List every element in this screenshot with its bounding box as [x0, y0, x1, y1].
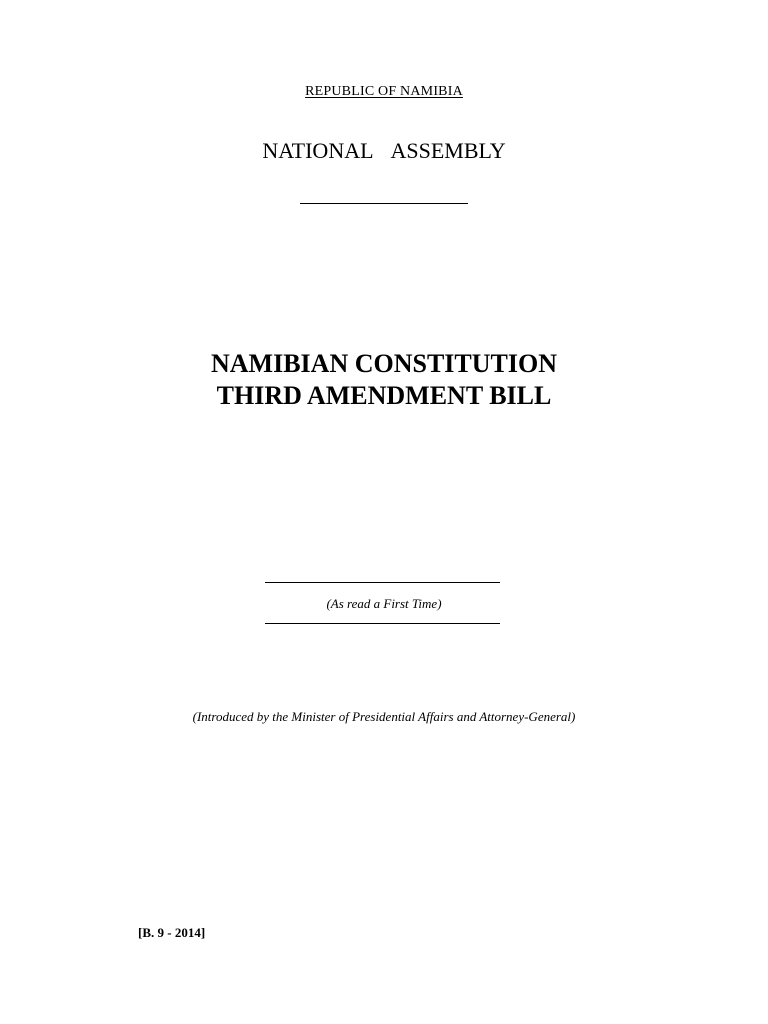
bill-title-line2: THIRD AMENDMENT BILL: [216, 381, 552, 410]
bill-title: [0, 348, 768, 412]
bill-number: [B. 9 - 2014]: [138, 925, 206, 940]
introduced-by: (Introduced by the Minister of Presidential Affairs and Attorney-General): [192, 709, 576, 724]
divider-reading-bottom: [265, 623, 500, 624]
divider-top: [300, 203, 468, 204]
assembly-heading: NATIONAL ASSEMBLY: [262, 138, 506, 163]
reading-note: (As read a First Time): [326, 596, 442, 611]
bill-title-line1: NAMIBIAN CONSTITUTION: [211, 349, 557, 378]
divider-reading-top: [265, 582, 500, 583]
republic-heading: REPUBLIC OF NAMIBIA: [305, 84, 463, 99]
